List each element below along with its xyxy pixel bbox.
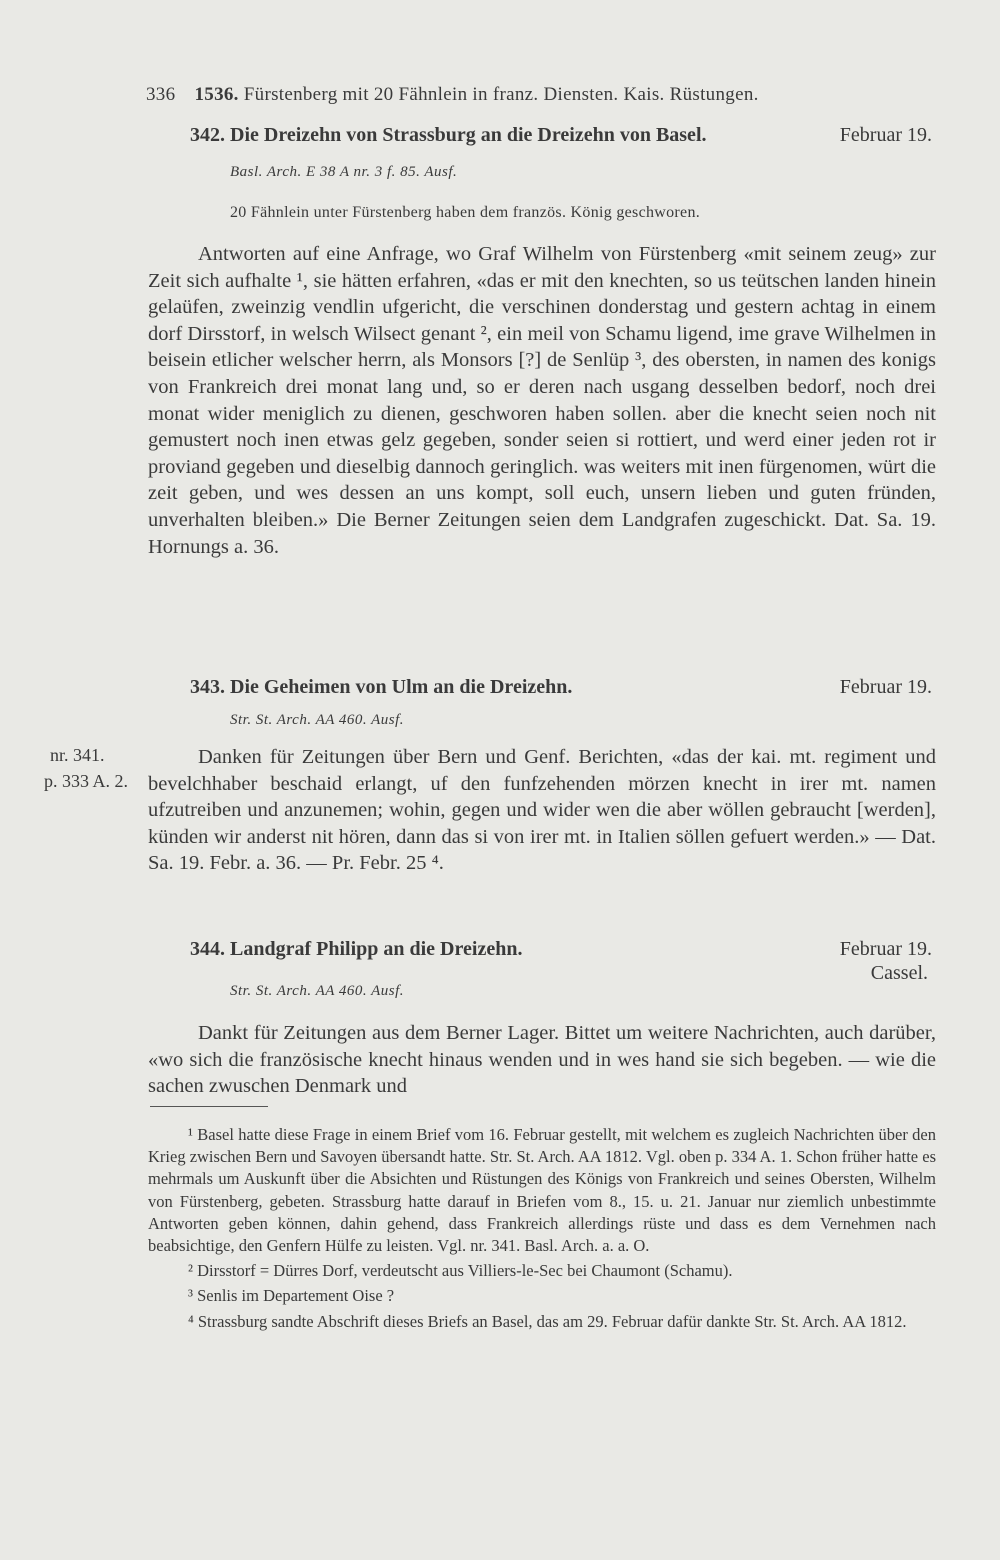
- doc342-title: 342. Die Dreizehn von Strassburg an die Dreizehn von Basel.: [190, 124, 707, 146]
- doc344-place: Cassel.: [870, 962, 928, 984]
- footnote-3: ³ Senlis im Departement Oise ?: [188, 1286, 395, 1306]
- running-title: Fürstenberg mit 20 Fähnlein in franz. Diensten. Kais. Rüstungen.: [243, 84, 759, 105]
- running-header: [146, 84, 946, 106]
- margin-note-ref: nr. 341.: [50, 745, 105, 765]
- footnote-2: ² Dirsstorf = Dürres Dorf, verdeutscht aus Villiers-le-Sec bei Chaumont (Schamu).: [188, 1261, 733, 1281]
- doc344-body-text: Dankt für Zeitungen aus dem Berner Lager. Bittet um weitere Nachrichten, auch darüber, «wo sich die französische knecht hinaus wenden und in wes hand sie sich begeben. — wie die sachen zwuschen Denmark und: [148, 1022, 936, 1098]
- doc344-title: 344. Landgraf Philipp an die Dreizehn.: [190, 938, 523, 960]
- footnotes: [148, 1124, 936, 1336]
- footnote-rule: [150, 1106, 268, 1107]
- footnote-1: ¹ Basel hatte diese Frage in einem Brief vom 16. Februar gestellt, mit welchem es zugleich Nachrichten über den Krieg zwischen Bern und Savoyen übersandt hatte. Str. St. Arch. AA 1812. Vgl. oben p. 334 A. 1. Schon früher hatte es mehrmals um Auskunft über die Absichten und Rüstungen des Königs von Frankreich und seines Obersten, Wilhelm von Fürstenberg, gebeten. Strassburg hatte darauf in Briefen vom 8., 15. u. 21. Januar nur ziemlich unbestimmte Antworten geben können, dahin gehend, dass Frankreich allerdings rüste und dass es dem Vernehmen nach beabsichtige, den Genfern Hülfe zu leisten. Vgl. nr. 341. Basl. Arch. a. a. O.: [148, 1125, 936, 1256]
- doc344-heading: [190, 938, 940, 961]
- doc342-heading: [190, 124, 940, 147]
- doc343-body-text: Danken für Zeitungen über Bern und Genf. Berichten, «das der kai. mt. regiment und bevelchhaber beschaid erlangt, uf den funfzehenden mörzen knecht in irer mt. namen ufzutreiben und anzunemen; wohin, gegen und wider wen die aber wöllen gebraucht [werden], künden wir anderst nit hören, dann das si von irer mt. in Italien söllen gefuert werden.» — Dat. Sa. 19. Febr. a. 36. — Pr. Febr. 25 ⁴.: [148, 746, 936, 875]
- footnote-4: ⁴ Strassburg sandte Abschrift dieses Briefs an Basel, das am 29. Februar dafür dankte Str. St. Arch. AA 1812.: [188, 1311, 907, 1331]
- doc342-summary: 20 Fähnlein unter Fürstenberg haben dem französ. König geschworen.: [230, 204, 701, 221]
- doc342-date: Februar 19.: [839, 124, 932, 146]
- doc343-title: 343. Die Geheimen von Ulm an die Dreizehn.: [190, 676, 573, 698]
- margin-note-page: p. 333 A. 2.: [44, 771, 129, 791]
- header-year: 1536.: [194, 84, 239, 105]
- doc344-date: Februar 19.: [839, 938, 932, 960]
- doc343-heading: [190, 676, 940, 699]
- doc343-source: Str. St. Arch. AA 460. Ausf.: [230, 712, 405, 728]
- doc344-source: Str. St. Arch. AA 460. Ausf.: [230, 983, 405, 999]
- page-number: 336: [146, 84, 176, 105]
- doc343-body: [148, 744, 936, 877]
- doc342-body: [148, 241, 936, 560]
- doc343-date: Februar 19.: [839, 676, 932, 698]
- doc344-body: [148, 1020, 936, 1100]
- doc342-body-text: Antworten auf eine Anfrage, wo Graf Wilhelm von Fürstenberg «mit seinem zeug» zur Zeit sich aufhalte ¹, sie hätten erfahren, «das er mit den knechten, so us teütschen landen hinein gelaüfen, zweinzig vendlin ufgericht, die verschinen donderstag und gestern achtag in einem dorf Dirsstorf, in welsch Wilsect genant ², ein meil von Schamu ligend, ime grave Wilhelmen in beisein etlicher welscher herrn, als Monsors [?] de Senlüp ³, des obersten, in namen des konigs von Frankreich drei monat lang und, so er deren nach usgang desselben bedorf, noch drei monat wider meniglich zu dienen, geschworen haben sollen. aber die knecht seien noch nit gemustert noch inen etwas gelz gegeben, sonder seien si rottiert, und werd einer jeden rot ir proviand gegeben und dieselbig dannoch geringlich. was weiters mit inen fürgenomen, würt die zeit geben, und wes dessen an uns kompt, soll euch, unsern lieben und guten fründen, unverhalten bleiben.» Die Berner Zeitungen seien dem Landgrafen zugeschickt. Dat. Sa. 19. Hornungs a. 36.: [148, 243, 936, 558]
- doc342-source: Basl. Arch. E 38 A nr. 3 f. 85. Ausf.: [230, 164, 458, 180]
